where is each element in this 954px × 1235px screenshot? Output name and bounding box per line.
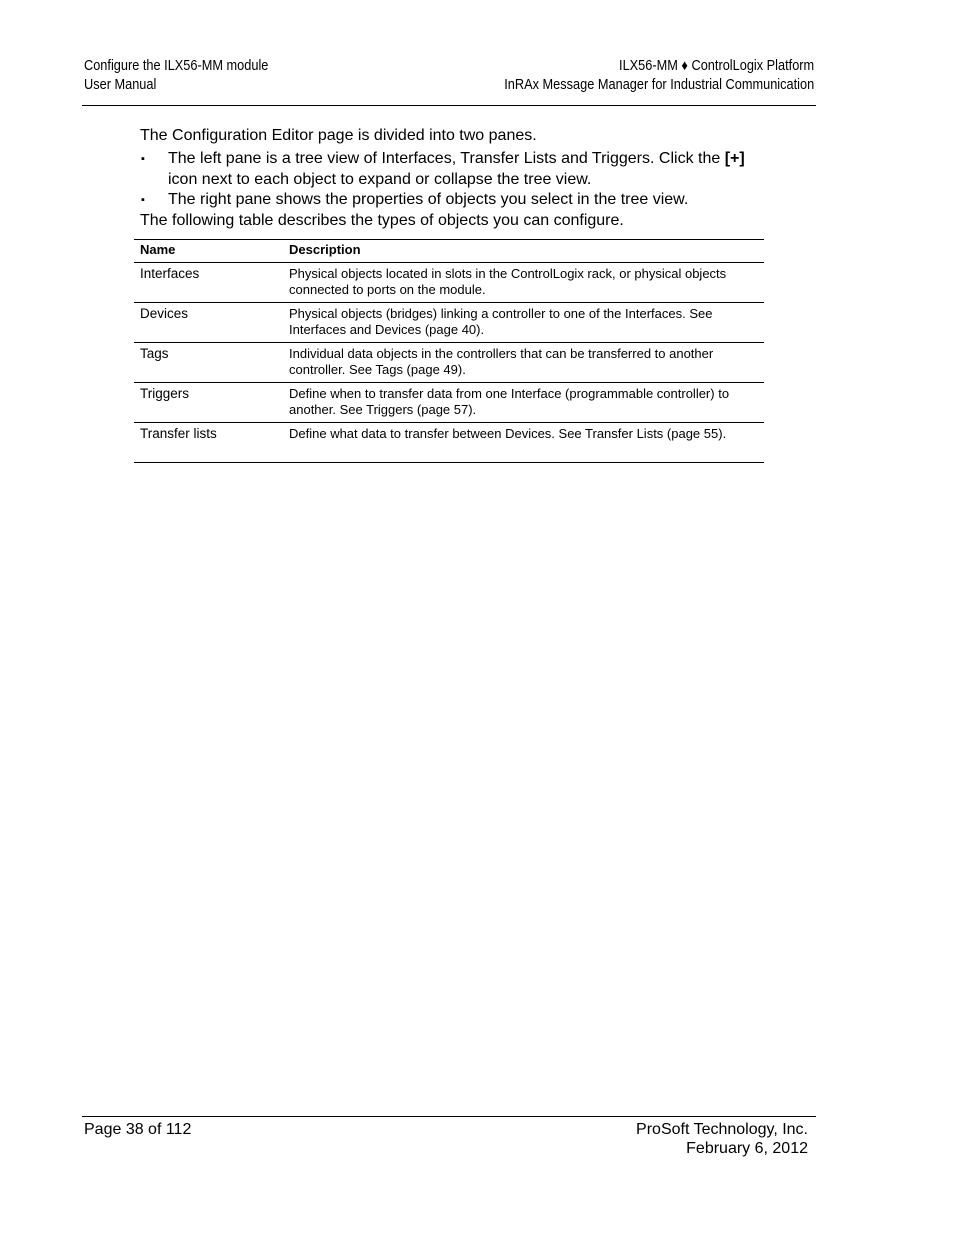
header-divider <box>82 105 816 106</box>
object-description: Individual data objects in the controllers that can be transferred to another controller. See Tags (page 49). <box>283 343 764 383</box>
bullet-marker: ▪ <box>141 153 145 165</box>
manual-type: User Manual <box>84 77 157 93</box>
intro-paragraph: The Configuration Editor page is divided into two panes. <box>140 127 537 144</box>
object-name: Triggers <box>134 383 283 423</box>
product-title: ILX56-MM ♦ ControlLogix Platform <box>618 58 814 74</box>
publication-date: February 6, 2012 <box>686 1140 808 1157</box>
bullet-list <box>140 149 760 211</box>
table-header-row <box>134 240 764 263</box>
product-subtitle: InRAx Message Manager for Industrial Communication <box>504 77 814 93</box>
object-types-table <box>134 239 764 463</box>
object-description: Define when to transfer data from one Interface (programmable controller) to another. See Triggers (page 57). <box>283 383 764 423</box>
object-description: Physical objects (bridges) linking a controller to one of the Interfaces. See Interfaces and Devices (page 40). <box>283 303 764 343</box>
object-name: Devices <box>134 303 283 343</box>
table-row <box>134 383 764 423</box>
column-header-description: Description <box>283 240 764 263</box>
object-name: Interfaces <box>134 263 283 303</box>
section-title: Configure the ILX56-MM module <box>84 58 269 74</box>
table-row <box>134 423 764 463</box>
table-row <box>134 263 764 303</box>
page-number: Page 38 of 112 <box>84 1121 192 1138</box>
company-name: ProSoft Technology, Inc. <box>636 1121 808 1138</box>
object-name: Transfer lists <box>134 423 283 463</box>
table-intro: The following table describes the types of objects you can configure. <box>140 212 624 229</box>
footer-right <box>636 1120 808 1158</box>
table-row <box>134 343 764 383</box>
footer-divider <box>82 1116 816 1117</box>
table-row <box>134 303 764 343</box>
bullet-marker: ▪ <box>141 194 145 206</box>
list-item: ▪ The right pane shows the properties of objects you select in the tree view. <box>140 190 760 211</box>
column-header-name: Name <box>134 240 283 263</box>
expand-icon-label: [+] <box>724 150 745 167</box>
object-name: Tags <box>134 343 283 383</box>
object-description: Physical objects located in slots in the ControlLogix rack, or physical objects connected to ports on the module. <box>283 263 764 303</box>
list-item: ▪ The left pane is a tree view of Interfaces, Transfer Lists and Triggers. Click the [+] icon next to each object to expand or collapse the tree view. <box>141 150 745 188</box>
running-header-right <box>504 57 814 95</box>
running-header-left <box>84 57 268 95</box>
object-description: Define what data to transfer between Devices. See Transfer Lists (page 55). <box>283 423 764 463</box>
